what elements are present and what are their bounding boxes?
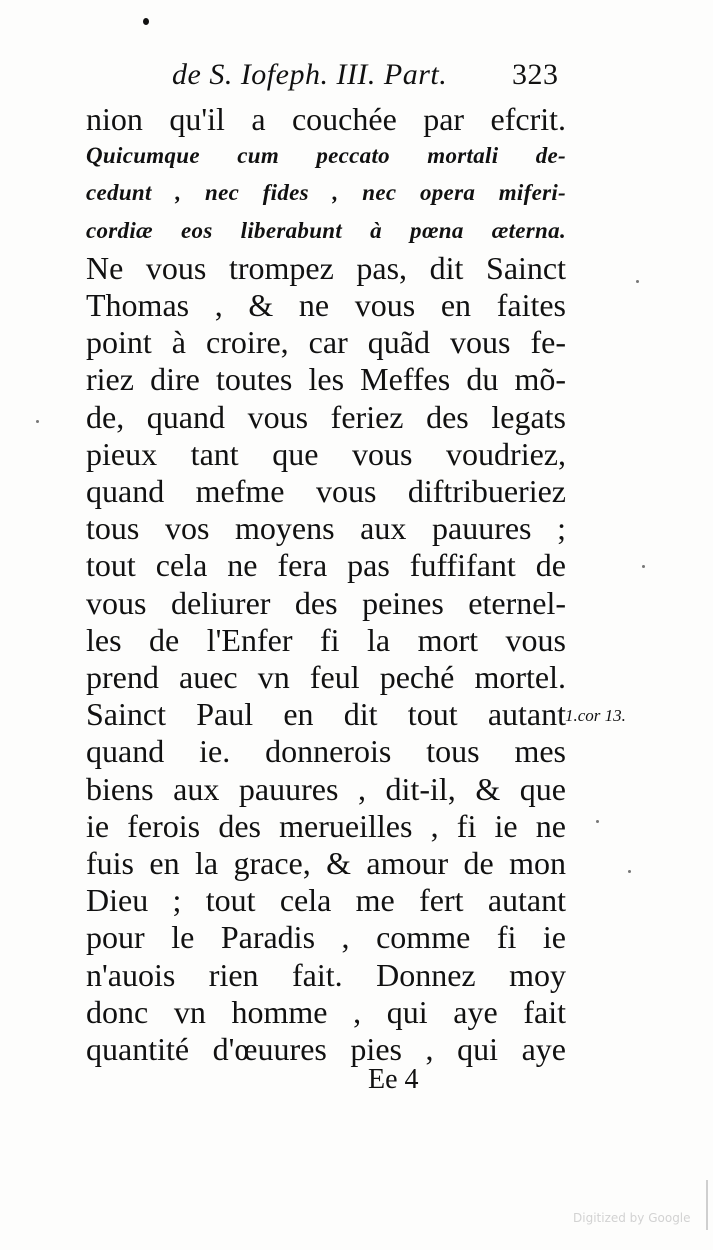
text-line: pieux tant que vous voudriez, bbox=[86, 435, 566, 472]
text-line: Sainct Paul en dit tout autant bbox=[86, 696, 566, 733]
text-line: quantité d'œuures pies , qui aye bbox=[86, 1031, 566, 1067]
paper-speck bbox=[636, 280, 639, 283]
text-line: tous vos moyens aux pauures ; bbox=[86, 510, 566, 547]
text-line: Ne vous trompez pas, dit Sainct bbox=[86, 249, 566, 286]
running-head-title: de S. Iofeph. III. Part. bbox=[172, 58, 448, 91]
text-line: biens aux pauures , dit-il, & que bbox=[86, 770, 566, 807]
watermark: Digitized by Google bbox=[573, 1211, 691, 1225]
text-line: donc vn homme , qui aye fait bbox=[86, 993, 566, 1030]
text-line: fuis en la grace, & amour de mon bbox=[86, 845, 566, 881]
text-line: quand mefme vous diftribueriez bbox=[86, 473, 566, 509]
text-line: vous deliurer des peines eternel- bbox=[86, 584, 566, 621]
text-line: tout cela ne fera pas fuffifant de bbox=[86, 547, 566, 584]
page-edge bbox=[706, 1180, 708, 1230]
paper-speck bbox=[628, 870, 631, 873]
text-line: point à croire, car quãd vous fe- bbox=[86, 324, 566, 361]
text-line: prend auec vn feul peché mortel. bbox=[86, 659, 566, 695]
margin-note: 1.cor 13. bbox=[565, 706, 626, 725]
text-line: n'auois rien fait. Donnez moy bbox=[86, 956, 566, 993]
page-number: 323 bbox=[512, 58, 559, 91]
paper-speck bbox=[642, 565, 645, 568]
paper-speck bbox=[596, 820, 599, 823]
text-line: cordiæ eos liberabunt à pœna æterna. bbox=[86, 217, 566, 243]
text-line: cedunt , nec fides , nec opera miferi- bbox=[86, 180, 566, 206]
paper-speck bbox=[36, 420, 39, 423]
text-line: les de l'Enfer fi la mort vous bbox=[86, 621, 566, 658]
text-line: ie ferois des merueilles , fi ie ne bbox=[86, 807, 566, 844]
text-line: Thomas , & ne vous en faites bbox=[86, 287, 566, 323]
text-line: nion qu'il a couchée par efcrit. bbox=[86, 101, 566, 137]
text-line: pour le Paradis , comme fi ie bbox=[86, 919, 566, 956]
text-line: de, quand vous feriez des legats bbox=[86, 398, 566, 435]
text-line: Dieu ; tout cela me fert autant bbox=[86, 882, 566, 919]
ink-dot bbox=[143, 18, 149, 25]
running-head bbox=[172, 58, 572, 98]
signature-mark: Ee 4 bbox=[368, 1064, 419, 1095]
text-line: quand ie. donnerois tous mes bbox=[86, 733, 566, 770]
text-line: riez dire toutes les Meffes du mõ- bbox=[86, 361, 566, 398]
text-line: Quicumque cum peccato mortali de- bbox=[86, 143, 566, 169]
